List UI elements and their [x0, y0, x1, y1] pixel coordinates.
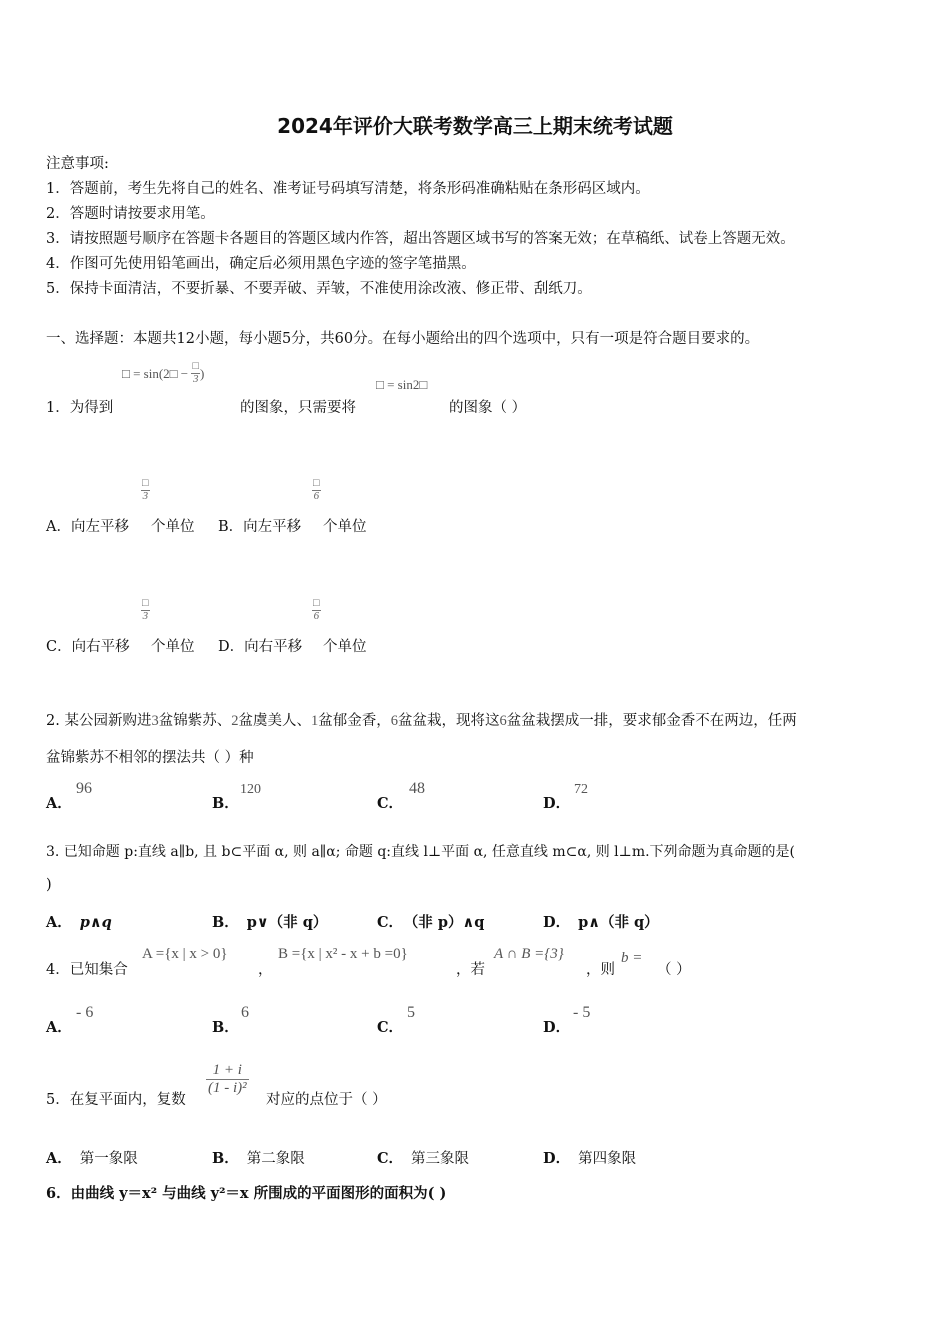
notice-item: 1．答题前，考生先将自己的姓名、准考证号码填写清楚，将条形码准确粘贴在条形码区域内。: [46, 181, 650, 197]
notice-item: 3．请按照题号顺序在答题卡各题目的答题区域内作答，超出答题区域书写的答案无效；在草稿纸、试卷上答题无效。: [46, 231, 795, 247]
q6-text: 6．由曲线 y＝x² 与曲线 y²＝x 所围成的平面图形的面积为( ): [46, 1185, 447, 1202]
q5-option-d[interactable]: D． 第四象限: [543, 1150, 637, 1167]
q3-option-b[interactable]: B． p∨（非 q）: [212, 914, 328, 931]
q5-text-1: 5．在复平面内，复数: [46, 1092, 186, 1108]
q1-text-2: 的图象，只需要将: [240, 400, 356, 416]
q4-condition: A ∩ B ={3}: [494, 946, 564, 962]
q1-text-3: 的图象（ ）: [449, 400, 527, 416]
q1-option-c-unit: 个单位: [151, 639, 195, 655]
q4-option-b[interactable]: B．: [212, 1019, 239, 1036]
q4-text-3: ，则: [586, 962, 615, 978]
q5-fraction: $\frac{1 + i}{\text{(1 - i)²}}$: [208, 1062, 247, 1096]
q1-option-d-unit: 个单位: [323, 639, 367, 655]
q1-d-fraction: □ 6: [313, 597, 320, 622]
q2-option-b[interactable]: B．: [212, 795, 239, 812]
q1-option-a-unit: 个单位: [151, 519, 195, 535]
q4-text-4: （ ）: [657, 962, 691, 978]
q4-b-var: b =: [621, 950, 643, 966]
q4-set-a: A ={x | x > 0}: [142, 946, 228, 962]
q4-option-a-value: - 6: [76, 1004, 94, 1021]
notice-item: 5．保持卡面清洁，不要折暴、不要弄破、弄皱，不准使用涂改液、修正带、刮纸刀。: [46, 281, 592, 297]
q2-option-d[interactable]: D．: [543, 795, 571, 812]
page-title: 2024年评价大联考数学高三上期末统考试题: [277, 114, 673, 138]
q5-option-a[interactable]: A． 第一象限: [46, 1150, 138, 1167]
q2-option-d-value: 72: [574, 782, 588, 797]
q2-line-2: 盆锦紫苏不相邻的摆法共（ ）种: [46, 750, 254, 766]
q1-a-fraction: □ 3: [142, 477, 149, 502]
q1-option-a[interactable]: A．向左平移: [46, 519, 129, 535]
q2-option-c-value: 48: [409, 780, 425, 797]
q4-option-b-value: 6: [241, 1004, 249, 1021]
q4-text-1: 4．已知集合: [46, 962, 128, 978]
q1-formula-source: □ = sin2□: [376, 377, 428, 392]
q4-option-d[interactable]: D．: [543, 1019, 571, 1036]
q2-line-1: 2. 某公园新购进3盆锦紫苏、2盆虞美人、1盆郁金香，6盆盆栽，现将这6盆盆栽摆成一排，要求郁金香不在两边，任两: [46, 713, 797, 729]
q1-option-c[interactable]: C．向右平移: [46, 639, 130, 655]
q1-option-d[interactable]: D．向右平移: [218, 639, 303, 655]
q3-line-1: 3. 已知命题 p:直线 a∥b, 且 b⊂平面 α, 则 a∥α; 命题 q:直线 l⊥平面 α, 任意直线 m⊂α, 则 l⊥m.下列命题为真命题的是(: [46, 844, 796, 860]
notice-item: 4．作图可先使用铅笔画出，确定后必须用黑色字迹的签字笔描黑。: [46, 256, 476, 272]
q3-option-a[interactable]: A． p∧q: [46, 914, 112, 931]
q2-option-a-value: 96: [76, 780, 92, 797]
q1-option-b[interactable]: B．向左平移: [218, 519, 302, 535]
q2-option-c[interactable]: C．: [377, 795, 404, 812]
q1-c-fraction: □ 3: [142, 597, 149, 622]
notice-heading: 注意事项:: [46, 156, 109, 172]
q3-option-d[interactable]: D． p∧（非 q）: [543, 914, 659, 931]
q1-text-1: 1．为得到: [46, 400, 114, 416]
q4-set-b: B ={x | x² - x + b =0}: [278, 946, 408, 962]
q1-formula-target: □ = sin(2□ − $\frac{□}{3}$): [122, 360, 205, 385]
q4-comma: ，: [258, 962, 273, 978]
q5-option-b[interactable]: B． 第二象限: [212, 1150, 305, 1167]
q4-option-a[interactable]: A．: [46, 1019, 72, 1036]
q3-line-2: ): [46, 877, 52, 893]
q5-option-c[interactable]: C． 第三象限: [377, 1150, 470, 1167]
q3-option-c[interactable]: C． （非 p）∧q: [377, 914, 485, 931]
q2-option-a[interactable]: A．: [46, 795, 72, 812]
q4-text-2: ，若: [456, 962, 485, 978]
q4-option-c[interactable]: C．: [377, 1019, 404, 1036]
notice-item: 2．答题时请按要求用笔。: [46, 206, 215, 222]
q1-b-fraction: □ 6: [313, 477, 320, 502]
q5-text-2: 对应的点位于（ ）: [266, 1092, 387, 1108]
q2-option-b-value: 120: [240, 782, 261, 797]
section-heading: 一、选择题：本题共12小题，每小题5分，共60分。在每小题给出的四个选项中，只有一项是符合题目要求的。: [46, 331, 760, 347]
q4-option-d-value: - 5: [573, 1004, 591, 1021]
q4-option-c-value: 5: [407, 1004, 415, 1021]
q1-option-b-unit: 个单位: [323, 519, 367, 535]
